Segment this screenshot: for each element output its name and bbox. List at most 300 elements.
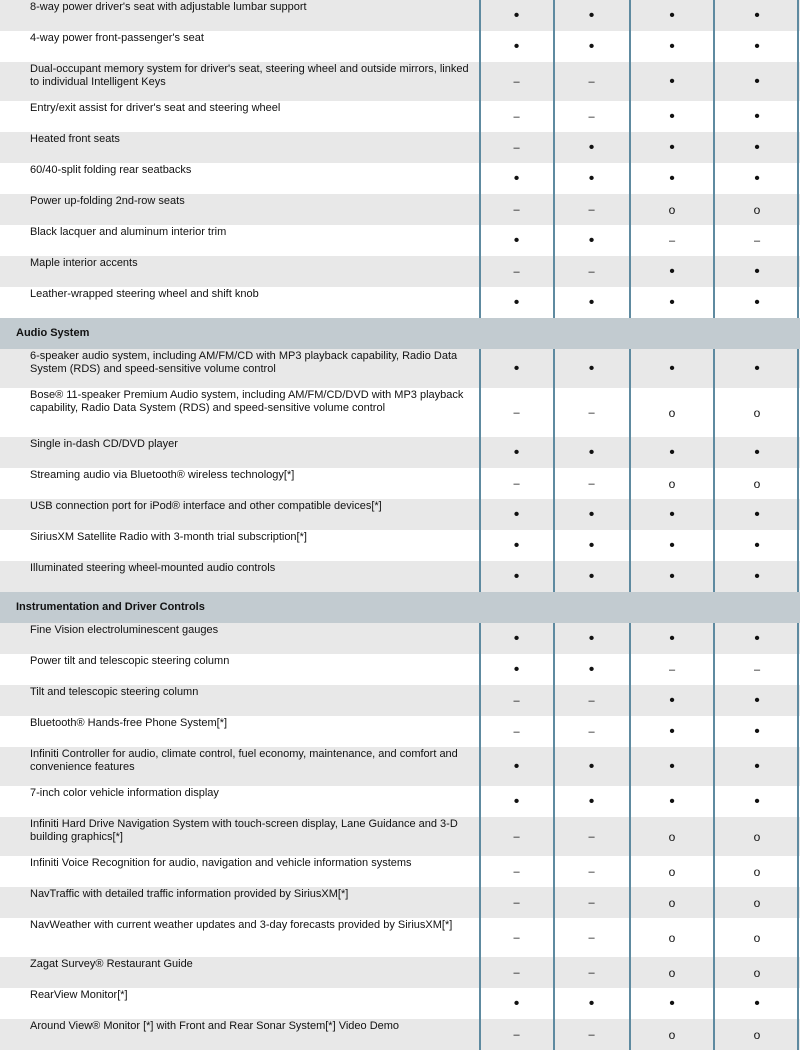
availability-cell: – (668, 234, 676, 247)
availability-cell: • (669, 37, 675, 55)
feature-label: Leather-wrapped steering wheel and shift knob (30, 288, 259, 300)
column-divider (713, 747, 715, 786)
availability-cell: • (669, 722, 675, 740)
column-divider (797, 1019, 799, 1050)
column-divider (553, 0, 555, 31)
column-divider (629, 716, 631, 747)
feature-label: Black lacquer and aluminum interior trim (30, 226, 227, 238)
column-divider (713, 499, 715, 530)
table-row (0, 957, 800, 988)
column-divider (479, 623, 481, 654)
table-row (0, 194, 800, 225)
column-divider (713, 0, 715, 31)
feature-label: SiriusXM Satellite Radio with 3-month trial subscription[*] (30, 531, 307, 543)
feature-label: Illuminated steering wheel-mounted audio controls (30, 562, 276, 574)
section-title: Instrumentation and Driver Controls (16, 601, 205, 613)
column-divider (553, 957, 555, 988)
availability-cell: – (588, 725, 595, 738)
availability-cell: • (588, 6, 595, 24)
availability-cell: • (513, 443, 520, 461)
column-divider (797, 957, 799, 988)
column-divider (479, 468, 481, 499)
feature-label: 60/40-split folding rear seatbacks (30, 164, 192, 176)
table-row (0, 31, 800, 62)
availability-cell: • (588, 629, 595, 647)
column-divider (479, 349, 481, 388)
column-divider (479, 918, 481, 957)
availability-cell: • (669, 994, 675, 1012)
table-row (0, 988, 800, 1019)
availability-cell: – (753, 234, 761, 247)
availability-cell: • (754, 536, 760, 554)
availability-cell: – (668, 663, 676, 676)
availability-cell: • (754, 792, 760, 810)
availability-cell: – (588, 406, 595, 419)
column-divider (479, 101, 481, 132)
column-divider (797, 887, 799, 918)
availability-cell: • (754, 505, 760, 523)
column-divider (553, 988, 555, 1019)
column-divider (797, 468, 799, 499)
availability-cell: o (668, 930, 676, 945)
availability-cell: • (754, 37, 760, 55)
column-divider (629, 31, 631, 62)
availability-cell: • (754, 293, 760, 311)
table-row (0, 225, 800, 256)
availability-cell: – (588, 75, 595, 88)
table-row (0, 0, 800, 31)
column-divider (553, 499, 555, 530)
column-divider (629, 654, 631, 685)
column-divider (713, 388, 715, 437)
availability-cell: • (588, 505, 595, 523)
feature-label: Fine Vision electroluminescent gauges (30, 624, 219, 636)
column-divider (629, 437, 631, 468)
availability-cell: • (513, 757, 520, 775)
column-divider (553, 747, 555, 786)
column-divider (713, 856, 715, 887)
availability-cell: • (588, 536, 595, 554)
availability-cell: • (513, 6, 520, 24)
column-divider (479, 786, 481, 817)
availability-cell: o (668, 829, 676, 844)
availability-cell: • (513, 37, 520, 55)
availability-cell: – (513, 694, 520, 707)
availability-cell: o (668, 405, 676, 420)
feature-label: NavWeather with current weather updates and 3-day forecasts provided by SiriusXM[*] (30, 919, 453, 931)
availability-cell: o (668, 895, 676, 910)
column-divider (797, 163, 799, 194)
column-divider (797, 194, 799, 225)
column-divider (629, 194, 631, 225)
availability-cell: • (754, 138, 760, 156)
column-divider (797, 817, 799, 856)
availability-cell: – (513, 477, 520, 490)
feature-label: Dual-occupant memory system for driver's seat, steering wheel and outside mirrors, linked to individual Intelligent Keys (30, 63, 469, 88)
column-divider (797, 856, 799, 887)
column-divider (713, 437, 715, 468)
column-divider (553, 887, 555, 918)
column-divider (797, 256, 799, 287)
column-divider (713, 194, 715, 225)
column-divider (713, 62, 715, 101)
availability-cell: • (588, 138, 595, 156)
column-divider (713, 817, 715, 856)
column-divider (553, 225, 555, 256)
availability-cell: • (513, 293, 520, 311)
column-divider (713, 163, 715, 194)
availability-cell: • (513, 629, 520, 647)
column-divider (479, 163, 481, 194)
feature-label: Tilt and telescopic steering column (30, 686, 199, 698)
availability-cell: • (754, 629, 760, 647)
column-divider (629, 225, 631, 256)
availability-cell: • (588, 359, 595, 377)
column-divider (479, 31, 481, 62)
column-divider (629, 817, 631, 856)
table-row (0, 654, 800, 685)
column-divider (797, 530, 799, 561)
availability-cell: – (513, 865, 520, 878)
feature-label: RearView Monitor[*] (30, 989, 128, 1001)
column-divider (629, 163, 631, 194)
availability-cell: o (753, 829, 761, 844)
feature-label: 8-way power driver's seat with adjustable lumbar support (30, 1, 307, 13)
column-divider (479, 685, 481, 716)
availability-cell: • (754, 107, 760, 125)
column-divider (629, 62, 631, 101)
availability-cell: o (753, 864, 761, 879)
table-row (0, 918, 800, 957)
availability-cell: • (754, 6, 760, 24)
availability-cell: • (754, 757, 760, 775)
column-divider (713, 957, 715, 988)
column-divider (553, 31, 555, 62)
feature-label: Heated front seats (30, 133, 120, 145)
table-row (0, 716, 800, 747)
table-row (0, 437, 800, 468)
feature-label: Infiniti Hard Drive Navigation System with touch-screen display, Lane Guidance and 3-D building graphics[*] (30, 818, 458, 843)
availability-cell: • (513, 994, 520, 1012)
availability-cell: – (588, 1028, 595, 1041)
column-divider (797, 0, 799, 31)
feature-label: Entry/exit assist for driver's seat and steering wheel (30, 102, 281, 114)
column-divider (553, 561, 555, 592)
column-divider (797, 561, 799, 592)
feature-label: 7-inch color vehicle information display (30, 787, 219, 799)
column-divider (479, 1019, 481, 1050)
feature-label: Infiniti Voice Recognition for audio, navigation and vehicle information systems (30, 857, 412, 869)
column-divider (797, 437, 799, 468)
column-divider (629, 561, 631, 592)
availability-cell: – (513, 141, 520, 154)
column-divider (479, 499, 481, 530)
table-row (0, 349, 800, 388)
column-divider (479, 988, 481, 1019)
column-divider (553, 1019, 555, 1050)
table-row (0, 287, 800, 318)
column-divider (713, 132, 715, 163)
feature-label: Zagat Survey® Restaurant Guide (30, 958, 193, 970)
column-divider (629, 530, 631, 561)
availability-cell: – (588, 265, 595, 278)
column-divider (553, 468, 555, 499)
availability-cell: • (513, 359, 520, 377)
column-divider (629, 856, 631, 887)
feature-label: 6-speaker audio system, including AM/FM/CD with MP3 playback capability, Radio Data System (RDS) and speed-sensitive volume control (30, 350, 458, 375)
availability-cell: • (754, 691, 760, 709)
column-divider (479, 856, 481, 887)
table-row (0, 101, 800, 132)
column-divider (629, 388, 631, 437)
column-divider (797, 685, 799, 716)
column-divider (479, 388, 481, 437)
availability-cell: • (588, 660, 595, 678)
availability-cell: • (588, 293, 595, 311)
column-divider (797, 716, 799, 747)
column-divider (713, 101, 715, 132)
column-divider (553, 62, 555, 101)
availability-cell: • (754, 722, 760, 740)
table-row (0, 856, 800, 887)
availability-cell: o (753, 930, 761, 945)
availability-cell: • (669, 169, 675, 187)
column-divider (629, 349, 631, 388)
column-divider (629, 132, 631, 163)
column-divider (629, 256, 631, 287)
availability-cell: o (753, 1027, 761, 1042)
availability-cell: – (588, 931, 595, 944)
table-row (0, 388, 800, 437)
feature-label: Power tilt and telescopic steering column (30, 655, 230, 667)
availability-cell: – (588, 896, 595, 909)
column-divider (629, 887, 631, 918)
availability-cell: • (513, 169, 520, 187)
availability-cell: – (513, 725, 520, 738)
availability-cell: • (669, 293, 675, 311)
column-divider (553, 685, 555, 716)
column-divider (713, 685, 715, 716)
availability-cell: • (588, 567, 595, 585)
availability-cell: • (513, 536, 520, 554)
availability-cell: • (513, 660, 520, 678)
availability-cell: o (668, 476, 676, 491)
column-divider (797, 31, 799, 62)
column-divider (797, 349, 799, 388)
column-divider (797, 623, 799, 654)
table-row (0, 499, 800, 530)
availability-cell: • (588, 757, 595, 775)
feature-label: Streaming audio via Bluetooth® wireless technology[*] (30, 469, 295, 481)
column-divider (713, 31, 715, 62)
column-divider (553, 918, 555, 957)
feature-label: USB connection port for iPod® interface and other compatible devices[*] (30, 500, 382, 512)
column-divider (797, 388, 799, 437)
availability-cell: o (753, 405, 761, 420)
availability-cell: o (668, 864, 676, 879)
column-divider (797, 62, 799, 101)
feature-label: Maple interior accents (30, 257, 138, 269)
availability-cell: • (754, 994, 760, 1012)
column-divider (797, 225, 799, 256)
table-row (0, 786, 800, 817)
availability-cell: • (669, 443, 675, 461)
column-divider (553, 388, 555, 437)
column-divider (479, 194, 481, 225)
table-row (0, 561, 800, 592)
column-divider (479, 0, 481, 31)
availability-cell: – (588, 110, 595, 123)
availability-cell: • (669, 359, 675, 377)
availability-cell: • (669, 505, 675, 523)
availability-cell: – (588, 203, 595, 216)
table-row (0, 747, 800, 786)
column-divider (713, 561, 715, 592)
availability-cell: o (753, 965, 761, 980)
column-divider (629, 1019, 631, 1050)
column-divider (713, 287, 715, 318)
column-divider (629, 0, 631, 31)
availability-cell: – (753, 663, 761, 676)
availability-cell: o (668, 202, 676, 217)
column-divider (553, 132, 555, 163)
availability-cell: – (513, 406, 520, 419)
column-divider (553, 349, 555, 388)
availability-cell: • (669, 107, 675, 125)
column-divider (479, 437, 481, 468)
availability-cell: • (588, 37, 595, 55)
column-divider (479, 530, 481, 561)
column-divider (553, 163, 555, 194)
column-divider (479, 887, 481, 918)
availability-cell: • (588, 994, 595, 1012)
table-row (0, 62, 800, 101)
availability-cell: • (588, 443, 595, 461)
column-divider (713, 786, 715, 817)
column-divider (553, 623, 555, 654)
column-divider (553, 530, 555, 561)
column-divider (629, 623, 631, 654)
column-divider (629, 287, 631, 318)
column-divider (553, 287, 555, 318)
feature-label: Around View® Monitor [*] with Front and Rear Sonar System[*] Video Demo (30, 1020, 400, 1032)
column-divider (553, 856, 555, 887)
availability-cell: • (669, 72, 675, 90)
column-divider (629, 957, 631, 988)
availability-cell: • (588, 792, 595, 810)
table-row (0, 1019, 800, 1050)
availability-cell: • (669, 262, 675, 280)
availability-cell: o (668, 965, 676, 980)
column-divider (713, 716, 715, 747)
section-header (0, 318, 800, 349)
column-divider (713, 349, 715, 388)
table-row (0, 256, 800, 287)
availability-cell: • (754, 359, 760, 377)
availability-cell: o (753, 202, 761, 217)
column-divider (553, 256, 555, 287)
column-divider (479, 256, 481, 287)
availability-cell: – (513, 110, 520, 123)
availability-cell: – (588, 694, 595, 707)
column-divider (713, 623, 715, 654)
table-row (0, 468, 800, 499)
column-divider (713, 1019, 715, 1050)
column-divider (553, 716, 555, 747)
column-divider (553, 817, 555, 856)
column-divider (797, 747, 799, 786)
availability-cell: o (753, 476, 761, 491)
section-header (0, 592, 800, 623)
column-divider (479, 561, 481, 592)
column-divider (629, 786, 631, 817)
column-divider (629, 747, 631, 786)
column-divider (479, 287, 481, 318)
column-divider (797, 988, 799, 1019)
availability-cell: – (513, 931, 520, 944)
availability-cell: • (754, 567, 760, 585)
column-divider (797, 499, 799, 530)
section-title: Audio System (16, 327, 90, 339)
column-divider (479, 817, 481, 856)
table-row (0, 685, 800, 716)
availability-cell: • (669, 629, 675, 647)
column-divider (479, 62, 481, 101)
column-divider (479, 654, 481, 685)
column-divider (479, 957, 481, 988)
availability-cell: • (669, 691, 675, 709)
availability-cell: • (669, 138, 675, 156)
availability-cell: o (753, 895, 761, 910)
column-divider (713, 256, 715, 287)
column-divider (553, 194, 555, 225)
column-divider (553, 437, 555, 468)
column-divider (797, 654, 799, 685)
column-divider (713, 988, 715, 1019)
column-divider (797, 786, 799, 817)
availability-cell: – (513, 1028, 520, 1041)
column-divider (797, 101, 799, 132)
column-divider (479, 747, 481, 786)
column-divider (629, 988, 631, 1019)
availability-cell: • (513, 231, 520, 249)
column-divider (629, 468, 631, 499)
column-divider (553, 786, 555, 817)
availability-cell: • (669, 6, 675, 24)
availability-cell: • (669, 567, 675, 585)
availability-cell: • (754, 169, 760, 187)
column-divider (479, 132, 481, 163)
feature-label: Bluetooth® Hands-free Phone System[*] (30, 717, 228, 729)
column-divider (713, 530, 715, 561)
availability-cell: – (513, 75, 520, 88)
availability-cell: – (513, 203, 520, 216)
availability-cell: • (669, 792, 675, 810)
availability-cell: – (588, 865, 595, 878)
column-divider (797, 287, 799, 318)
column-divider (553, 101, 555, 132)
column-divider (713, 887, 715, 918)
feature-label: Infiniti Controller for audio, climate control, fuel economy, maintenance, and comfort and convenience features (30, 748, 458, 773)
feature-label: 4-way power front-passenger's seat (30, 32, 204, 44)
feature-label: NavTraffic with detailed traffic information provided by SiriusXM[*] (30, 888, 349, 900)
availability-cell: • (513, 792, 520, 810)
availability-cell: – (513, 896, 520, 909)
availability-cell: – (513, 830, 520, 843)
availability-cell: • (669, 757, 675, 775)
column-divider (629, 685, 631, 716)
column-divider (713, 225, 715, 256)
